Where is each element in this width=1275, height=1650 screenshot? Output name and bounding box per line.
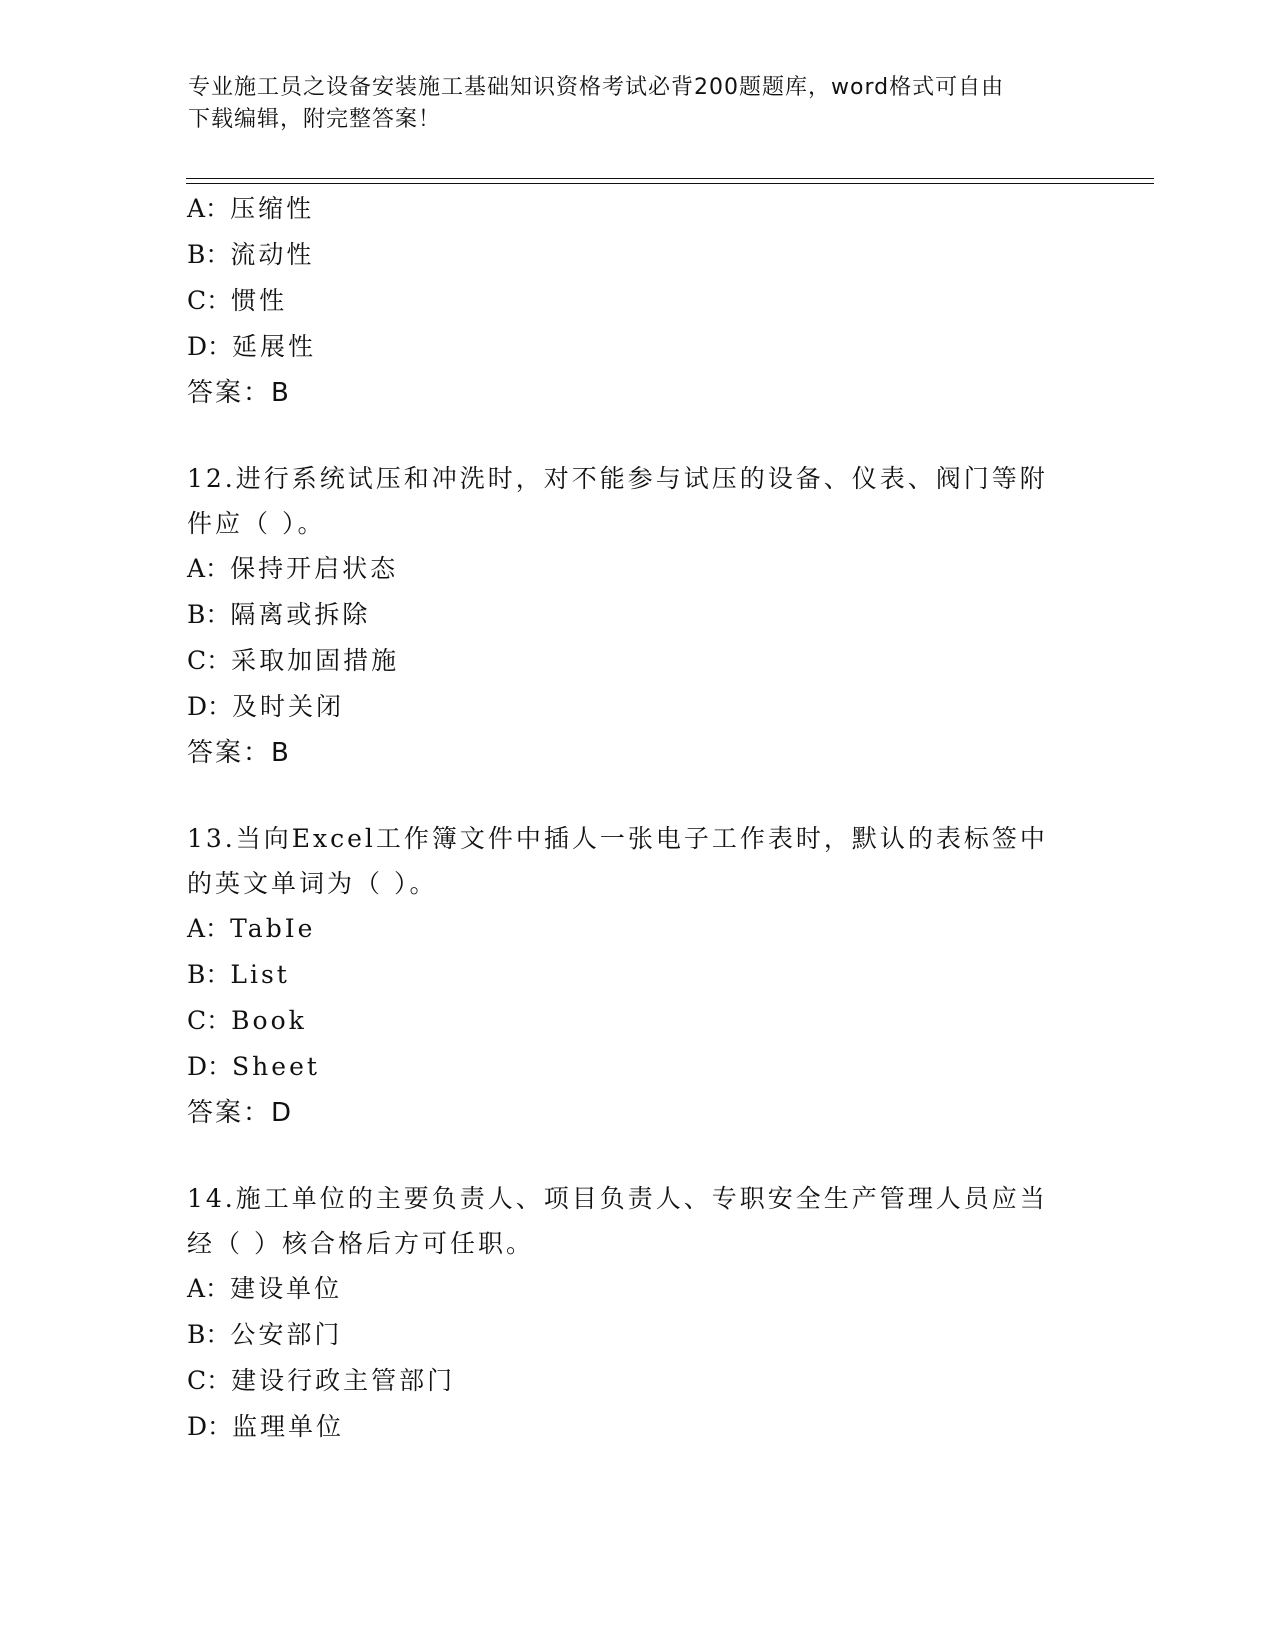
option-b: B：隔离或拆除 — [187, 600, 371, 629]
question-text: 14.施工单位的主要负责人、项目负责人、专职安全生产管理人员应当 经（ ）核合格后方可任职。 — [187, 1184, 1048, 1258]
header-title-line-1: 专业施工员之设备安装施工基础知识资格考试必背200题题库，word格式可自由 — [188, 75, 1005, 100]
header-divider-bottom — [186, 183, 1154, 184]
option-b: B：List — [187, 960, 290, 989]
option-c: C：惯性 — [187, 286, 288, 315]
option-b: B：流动性 — [187, 240, 315, 269]
document-header — [188, 72, 1068, 136]
option-a: A：建设单位 — [187, 1274, 343, 1303]
question-text: 13.当向Excel工作簿文件中插人一张电子工作表时，默认的表标签中 的英文单词为（ ）。 — [187, 824, 1048, 898]
option-b: B：公安部门 — [187, 1320, 343, 1349]
header-divider-top — [186, 178, 1154, 179]
option-d: D：及时关闭 — [187, 692, 345, 721]
question-list — [187, 186, 1087, 1450]
answer: 答案：B — [187, 378, 291, 408]
spacer — [187, 776, 1087, 816]
option-a: A：压缩性 — [187, 194, 315, 223]
spacer — [187, 416, 1087, 456]
question-11 — [187, 186, 1087, 416]
question-12 — [187, 456, 1087, 776]
option-c: C：采取加固措施 — [187, 646, 400, 675]
option-a: A：TabIe — [187, 914, 316, 943]
answer: 答案：B — [187, 738, 291, 768]
option-d: D：Sheet — [187, 1052, 320, 1081]
answer: 答案：D — [187, 1098, 294, 1128]
header-title-line-2: 下载编辑，附完整答案！ — [188, 107, 442, 132]
option-c: C：建设行政主管部门 — [187, 1366, 456, 1395]
spacer — [187, 1136, 1087, 1176]
question-13 — [187, 816, 1087, 1136]
option-d: D：监理单位 — [187, 1412, 345, 1441]
option-d: D：延展性 — [187, 332, 317, 361]
option-a: A：保持开启状态 — [187, 554, 399, 583]
option-c: C：Book — [187, 1006, 307, 1035]
question-14 — [187, 1176, 1087, 1450]
question-text: 12.进行系统试压和冲洗时，对不能参与试压的设备、仪表、阀门等附 件应（ ）。 — [187, 464, 1048, 538]
